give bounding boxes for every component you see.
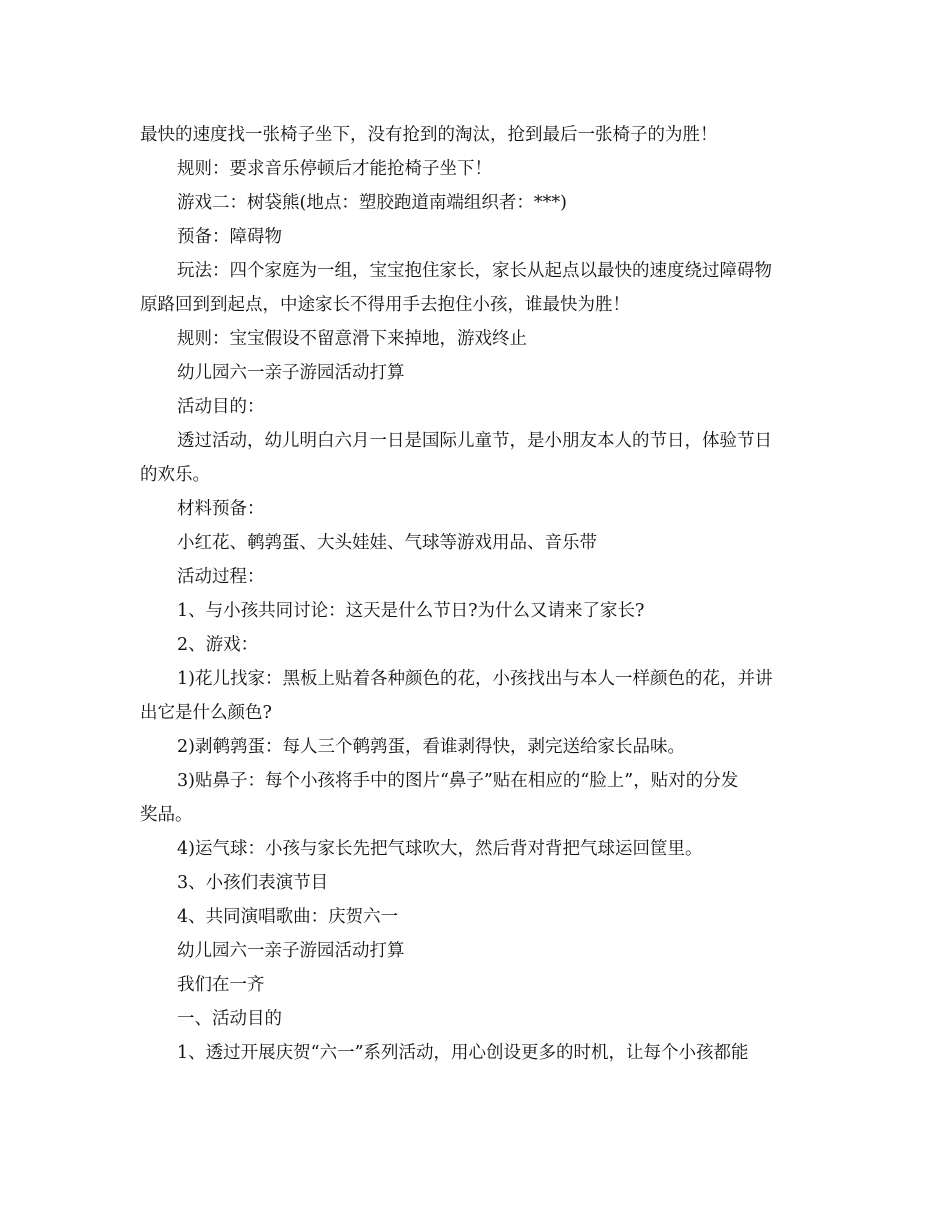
text-line: 活动目的： [177, 397, 265, 417]
text-line: 原路回到到起点，中途家长不得用手去抱住小孩，谁最快为胜！ [140, 295, 630, 315]
text-line: 1、透过开展庆贺“六一”系列活动，用心创设更多的时机，让每个小孩都能 [177, 1043, 749, 1063]
text-line: 的欢乐。 [140, 465, 210, 485]
text-line: 最快的速度找一张椅子坐下，没有抢到的淘汰，抢到最后一张椅子的为胜！ [140, 125, 718, 145]
text-line: 玩法：四个家庭为一组，宝宝抱住家长，家长从起点以最快的速度绕过障碍物 [177, 261, 772, 281]
text-line: 2、游戏： [177, 635, 259, 655]
text-line: 3、小孩们表演节目 [177, 873, 329, 893]
text-line: 规则：要求音乐停顿后才能抢椅子坐下！ [177, 159, 492, 179]
text-line: 我们在一齐 [177, 975, 265, 995]
text-line: 透过活动，幼儿明白六月一日是国际儿童节，是小朋友本人的节日，体验节日 [177, 431, 772, 451]
text-line: 预备：障碍物 [177, 227, 282, 247]
text-line: 游戏二：树袋熊(地点：塑胶跑道南端组织者：***) [177, 193, 567, 213]
text-line: 活动过程： [177, 567, 265, 587]
text-line: 材料预备： [177, 499, 265, 519]
text-line: 1)花儿找家：黑板上贴着各种颜色的花，小孩找出与本人一样颜色的花，并讲 [177, 669, 773, 689]
section-heading: 幼儿园六一亲子游园活动打算 [177, 363, 405, 383]
section-heading: 幼儿园六一亲子游园活动打算 [177, 941, 405, 961]
text-line: 4)运气球：小孩与家长先把气球吹大，然后背对背把气球运回筐里。 [177, 839, 703, 859]
text-line: 规则：宝宝假设不留意滑下来掉地，游戏终止 [177, 329, 527, 349]
text-line: 2)剥鹌鹑蛋：每人三个鹌鹑蛋，看谁剥得快，剥完送给家长品味。 [177, 737, 685, 757]
text-line: 4、共同演唱歌曲：庆贺六一 [177, 907, 399, 927]
text-line: 1、与小孩共同讨论：这天是什么节日?为什么又请来了家长? [177, 601, 645, 621]
text-line: 奖品。 [140, 805, 193, 825]
text-line: 3)贴鼻子：每个小孩将手中的图片“鼻子”贴在相应的“脸上”，贴对的分发 [177, 771, 739, 791]
text-line: 出它是什么颜色? [140, 703, 272, 723]
text-line: 一、活动目的 [177, 1009, 282, 1029]
text-line: 小红花、鹌鹑蛋、大头娃娃、气球等游戏用品、音乐带 [177, 533, 597, 553]
